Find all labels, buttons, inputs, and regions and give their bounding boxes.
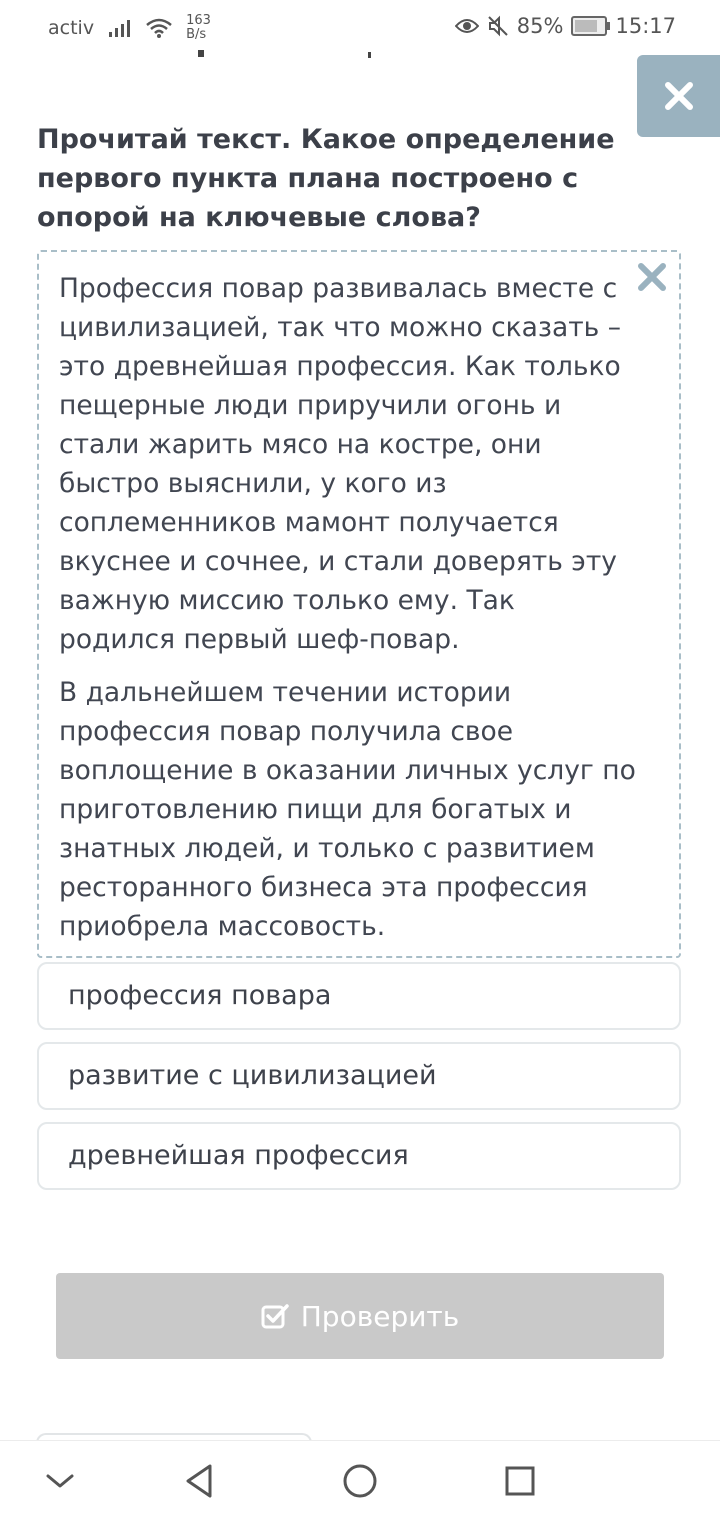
back-triangle-icon[interactable] xyxy=(180,1461,220,1501)
question-text: Прочитай текст. Какое определение первого пункта плана построено с опорой на ключевые слова? xyxy=(37,124,615,233)
net-speed-unit: B/s xyxy=(186,27,207,42)
recents-square-icon[interactable] xyxy=(500,1461,540,1501)
signal-icon xyxy=(108,18,132,38)
net-speed xyxy=(186,14,211,42)
passage-close-button[interactable] xyxy=(637,262,667,299)
passage-paragraph: В дальнейшем течении истории профессия повар получила свое воплощение в оказании личных услуг по приготовлению пищи для богатых и знатных людей, и только с развитием ресторанного бизнеса эта профессия приобрела массовость. xyxy=(59,677,636,942)
check-button[interactable] xyxy=(56,1273,664,1359)
close-icon xyxy=(637,262,667,292)
battery-percent: 85% xyxy=(516,14,564,38)
passage-box xyxy=(37,250,681,958)
eye-icon xyxy=(455,17,479,35)
chevron-down-icon[interactable] xyxy=(40,1461,80,1501)
mute-icon xyxy=(487,15,509,37)
answer-option[interactable] xyxy=(37,1122,681,1190)
status-right xyxy=(455,14,676,38)
battery-icon xyxy=(571,16,607,36)
answer-option[interactable] xyxy=(37,1042,681,1110)
carrier-label: activ xyxy=(48,17,95,39)
wifi-icon xyxy=(146,18,172,38)
answer-option[interactable] xyxy=(37,962,681,1030)
status-left xyxy=(48,14,211,42)
system-nav-bar xyxy=(0,1440,720,1521)
answer-option-label: древнейшая профессия xyxy=(68,1140,409,1171)
close-icon xyxy=(664,81,694,111)
clock: 15:17 xyxy=(615,14,676,38)
status-bar xyxy=(0,0,720,56)
answer-option-label: профессия повара xyxy=(68,980,332,1011)
passage-paragraph: Профессия повар развивалась вместе с цивилизацией, так что можно сказать – это древнейшая профессия. Как только пещерные люди приручили огонь и стали жарить мясо на костре, они быстро выяснили, у кого из соплеменников мамонт получается вкуснее и сочнее, и стали доверять эту важную миссию только ему. Так родился первый шеф-повар. xyxy=(59,273,621,655)
check-button-label: Проверить xyxy=(300,1299,460,1333)
answer-option-label: развитие с цивилизацией xyxy=(68,1060,437,1091)
cropped-text-remnant xyxy=(150,50,390,58)
net-speed-value: 163 xyxy=(186,13,211,28)
checkbox-icon xyxy=(261,1302,289,1330)
home-circle-icon[interactable] xyxy=(340,1461,380,1501)
